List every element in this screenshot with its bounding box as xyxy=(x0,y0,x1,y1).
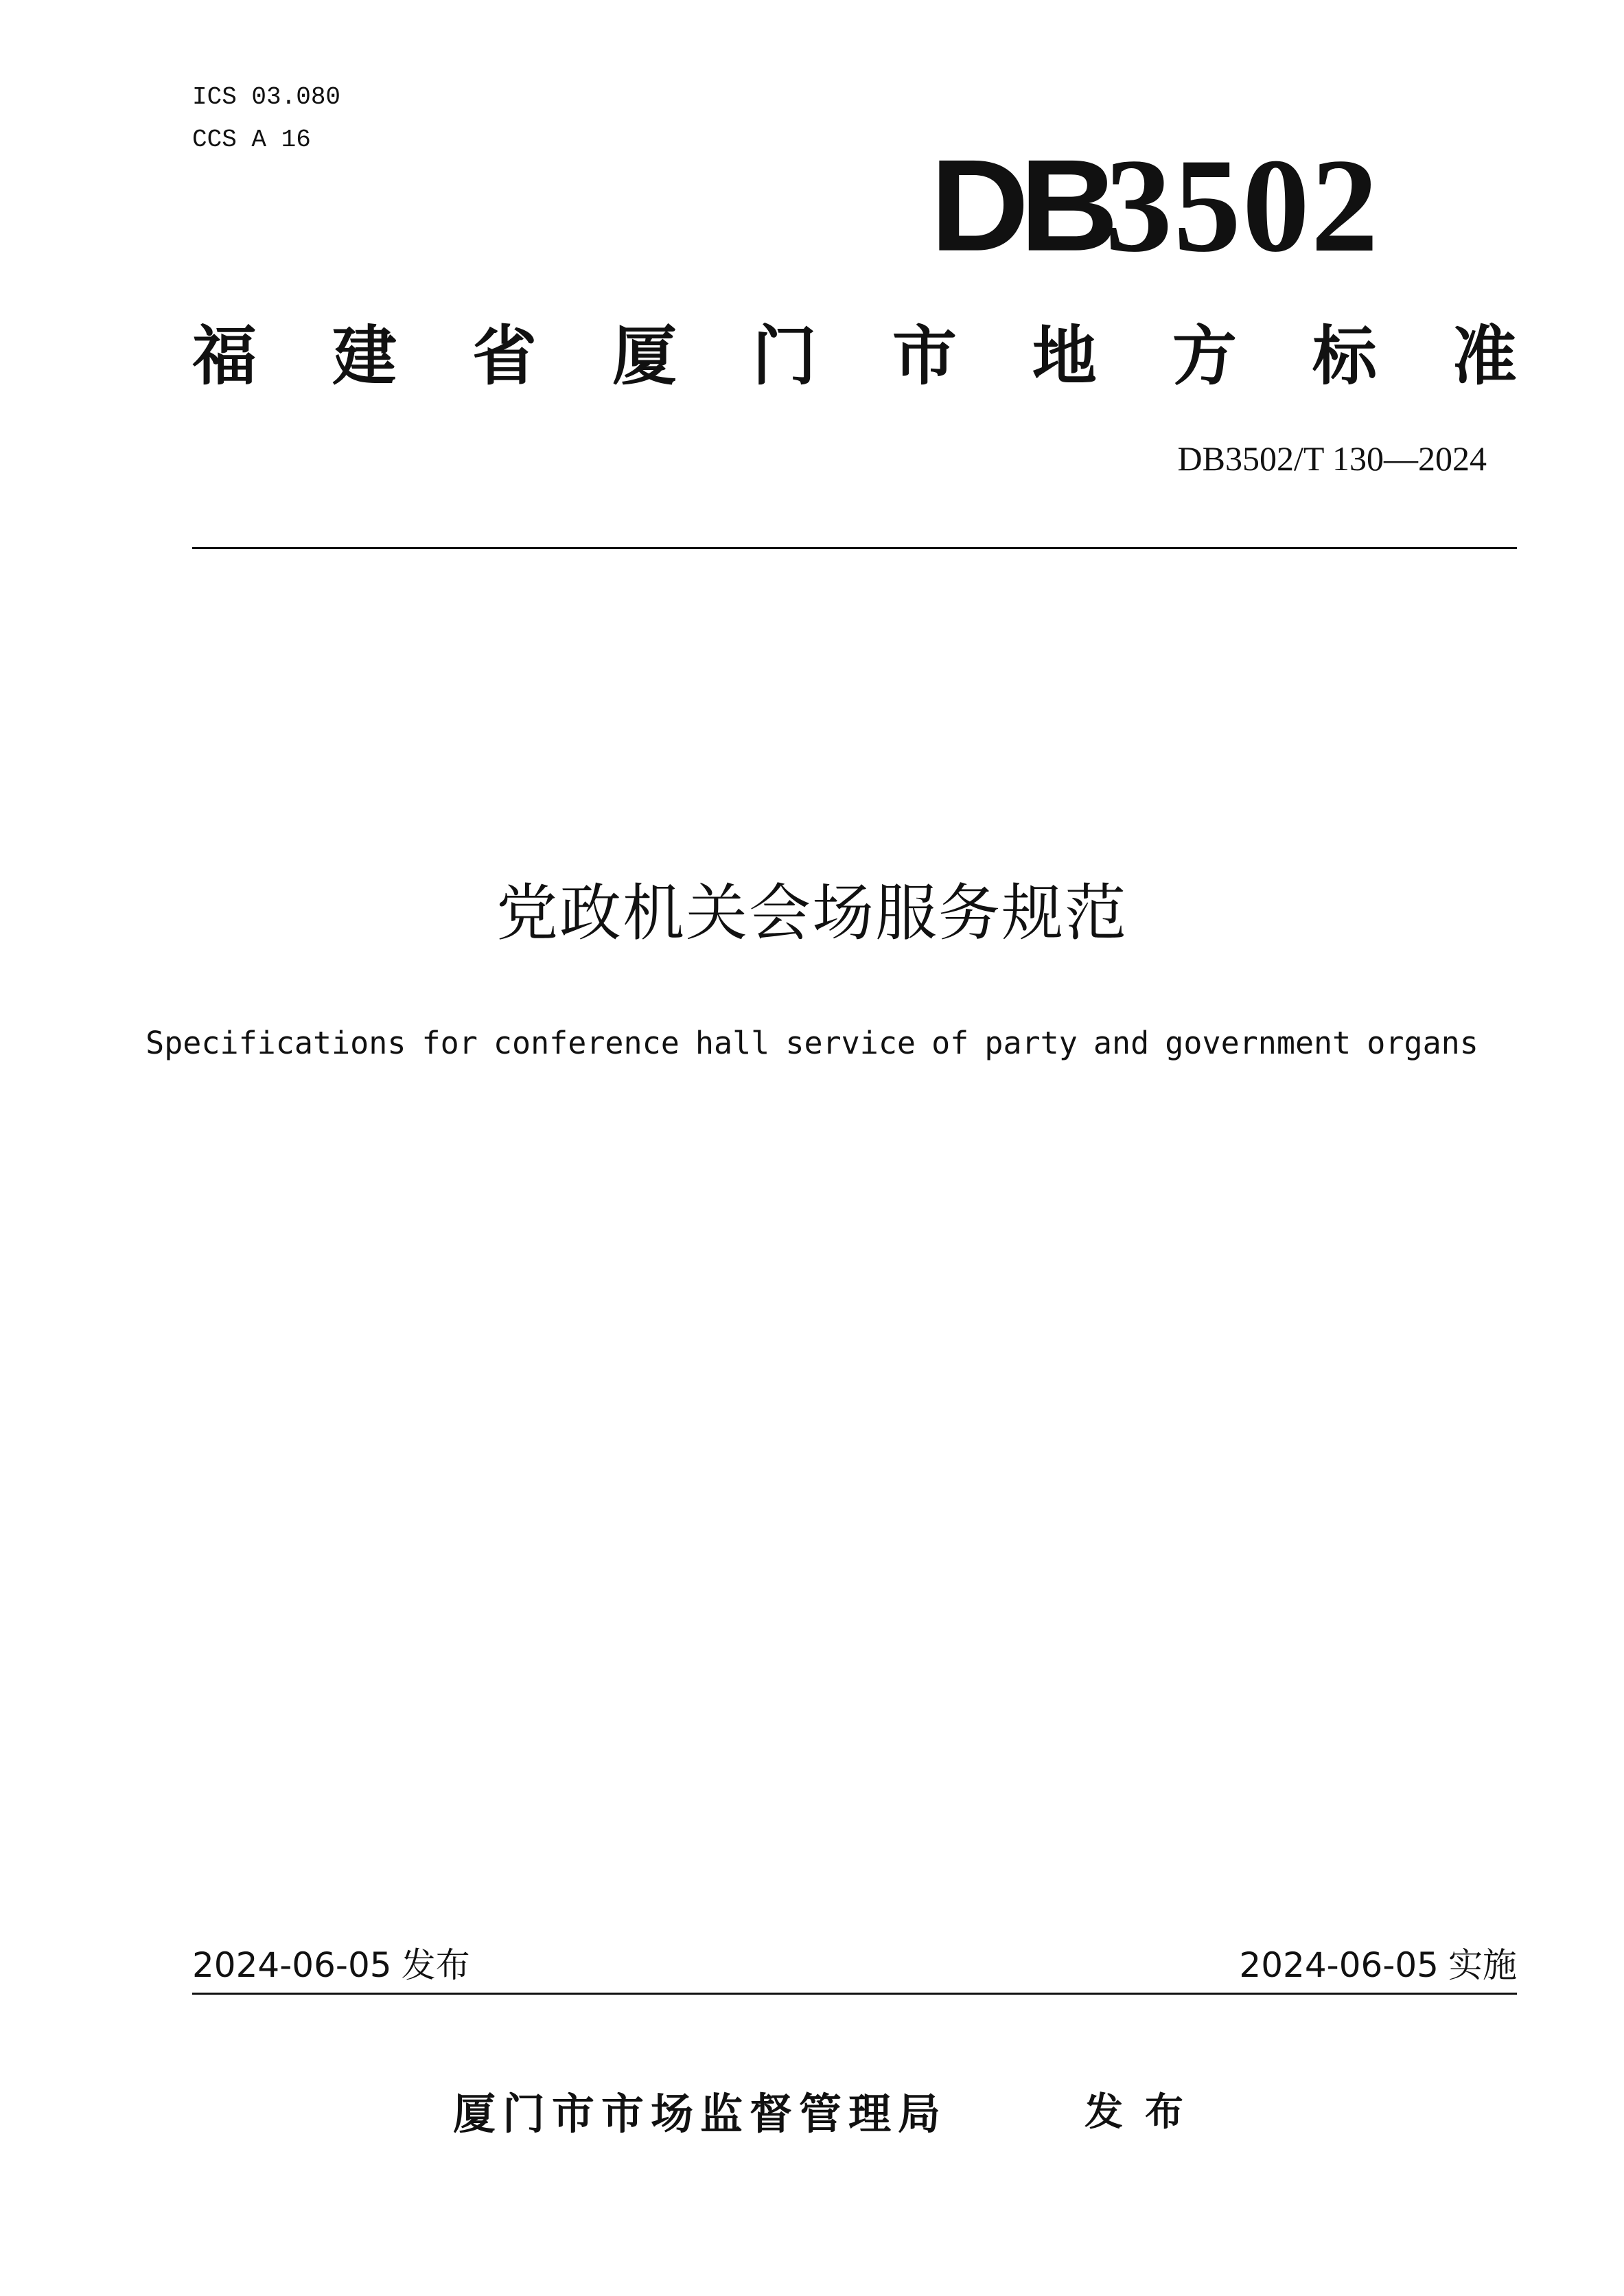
effective-date-line xyxy=(1239,1944,1517,1986)
issuing-authority: 厦门市市场监督管理局 xyxy=(453,2089,948,2139)
footer-divider xyxy=(192,1993,1517,1995)
release-date: 2024-06-05 xyxy=(192,1945,392,1985)
db-logo-letters: DB xyxy=(930,132,1109,279)
standard-type-char: 地 xyxy=(1032,319,1097,394)
standard-type-char: 门 xyxy=(752,319,817,394)
release-label: 发布 xyxy=(401,1945,470,1985)
standard-type-char: 市 xyxy=(892,319,957,394)
standard-type-char: 省 xyxy=(472,319,537,394)
standard-number: DB3502/T 130—2024 xyxy=(1177,439,1487,478)
header-divider xyxy=(192,547,1517,549)
document-title-english: Specifications for conference hall service of party and government organs xyxy=(146,1025,1478,1061)
db-logo-digits: 3502 xyxy=(1104,131,1380,280)
ics-code: ICS 03.080 xyxy=(192,83,341,111)
issue-label: 发布 xyxy=(1084,2090,1205,2135)
standard-type-char: 福 xyxy=(192,319,257,394)
standard-type-char: 建 xyxy=(332,319,397,394)
standard-type-title xyxy=(192,316,1517,398)
release-date-line xyxy=(192,1944,470,1986)
db-logo xyxy=(930,131,1380,280)
standard-type-char: 厦 xyxy=(612,319,677,394)
effective-label: 实施 xyxy=(1448,1945,1517,1985)
ccs-code: CCS A 16 xyxy=(192,126,311,154)
document-title: 党政机关会场服务规范 xyxy=(496,877,1128,949)
standard-type-char: 标 xyxy=(1312,319,1377,394)
standard-type-char: 准 xyxy=(1452,319,1517,394)
effective-date: 2024-06-05 xyxy=(1239,1945,1439,1985)
standard-type-char: 方 xyxy=(1172,319,1237,394)
